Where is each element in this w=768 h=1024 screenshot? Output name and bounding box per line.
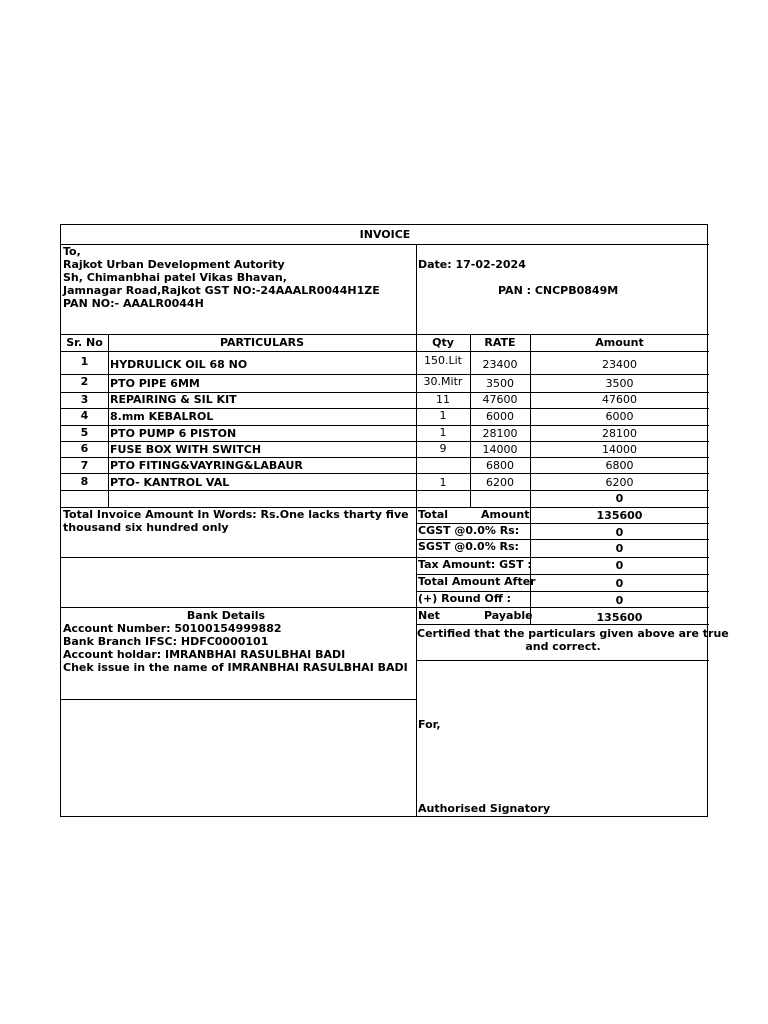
net-label: Net bbox=[418, 609, 440, 622]
cgst-value: 0 bbox=[615, 526, 624, 539]
bank-ifsc: Bank Branch IFSC: HDFC0000101 bbox=[63, 635, 269, 648]
rule-main-split bbox=[416, 244, 417, 817]
item-sr: 5 bbox=[80, 426, 89, 439]
rule-bank-bottom bbox=[61, 699, 417, 700]
item-sr: 3 bbox=[80, 393, 89, 406]
rule-row6 bbox=[61, 457, 709, 458]
rule-row7 bbox=[61, 473, 709, 474]
item-rate: 6800 bbox=[486, 459, 514, 472]
item-rate: 14000 bbox=[482, 443, 518, 456]
rule-row5 bbox=[61, 441, 709, 442]
item-qty: 9 bbox=[439, 442, 447, 455]
rule-row1 bbox=[61, 374, 709, 375]
bank-cheque-name: Chek issue in the name of IMRANBHAI RASULBHAI BADI bbox=[63, 661, 408, 674]
item-particulars: PTO PIPE 6MM bbox=[110, 377, 200, 390]
item-qty: 1 bbox=[439, 426, 447, 439]
col-header-qty: Qty bbox=[432, 336, 454, 349]
total-after-label: Total Amount After bbox=[418, 575, 536, 588]
rule-row4 bbox=[61, 425, 709, 426]
item-particulars: PTO- KANTROL VAL bbox=[110, 476, 230, 489]
round-off-value: 0 bbox=[615, 594, 624, 607]
item-amount: 28100 bbox=[602, 427, 637, 440]
bank-details-title: Bank Details bbox=[186, 609, 266, 622]
item-amount: 6200 bbox=[605, 476, 634, 489]
rule-row3 bbox=[61, 408, 709, 409]
invoice-date: Date: 17-02-2024 bbox=[418, 258, 526, 271]
item-sr: 7 bbox=[80, 459, 89, 472]
col-header-rate: RATE bbox=[484, 336, 516, 349]
blank-row-amount: 0 bbox=[615, 492, 624, 505]
bank-account-holder: Account holdar: IMRANBHAI RASULBHAI BADI bbox=[63, 648, 346, 661]
col-header-particulars: PARTICULARS bbox=[219, 336, 305, 349]
sgst-value: 0 bbox=[615, 542, 624, 555]
col-header-sr: Sr. No bbox=[66, 336, 103, 349]
item-qty: 1 bbox=[439, 409, 447, 422]
item-amount: 14000 bbox=[602, 443, 637, 456]
rule-net bbox=[416, 624, 709, 625]
item-qty: 1 bbox=[439, 476, 447, 489]
sgst-label: SGST @0.0% Rs: bbox=[418, 540, 519, 553]
item-sr: 8 bbox=[80, 475, 89, 488]
total-after-value: 0 bbox=[615, 577, 624, 590]
rule-title bbox=[61, 244, 709, 245]
item-particulars: HYDRULICK OIL 68 NO bbox=[110, 358, 248, 371]
cgst-label: CGST @0.0% Rs: bbox=[418, 524, 520, 537]
item-particulars: PTO FITING&VAYRING&LABAUR bbox=[110, 459, 303, 472]
item-rate: 47600 bbox=[482, 393, 518, 406]
rule-columns bbox=[61, 351, 709, 352]
item-amount: 23400 bbox=[602, 358, 637, 371]
total-label: Total bbox=[418, 508, 449, 521]
customer-address-1: Sh, Chimanbhai patel Vikas Bhavan, bbox=[63, 271, 287, 284]
item-rate: 28100 bbox=[482, 427, 518, 440]
rule-certified bbox=[416, 660, 709, 661]
customer-address-2: Jamnagar Road,Rajkot GST NO:-24AAALR0044H1ZE bbox=[63, 284, 380, 297]
item-sr: 1 bbox=[80, 355, 89, 368]
rule-header-bottom bbox=[61, 334, 709, 335]
certified-line2: and correct. bbox=[525, 640, 601, 653]
item-particulars: 8.mm KEBALROL bbox=[110, 410, 214, 423]
net-label-payable: Payable bbox=[484, 609, 533, 622]
tax-amount-value: 0 bbox=[615, 559, 624, 572]
vendor-pan: PAN : CNCPB0849M bbox=[498, 284, 619, 297]
item-amount: 47600 bbox=[602, 393, 637, 406]
rule-sgst bbox=[61, 557, 709, 558]
customer-name: Rajkot Urban Development Autority bbox=[63, 258, 285, 271]
invoice-sheet bbox=[60, 224, 729, 817]
round-off-label: (+) Round Off : bbox=[418, 592, 511, 605]
total-label-amount: Amount bbox=[481, 508, 530, 521]
item-qty: 30.Mitr bbox=[423, 375, 463, 388]
item-qty: 150.Lit bbox=[424, 354, 462, 367]
item-qty: 11 bbox=[436, 393, 450, 406]
item-sr: 2 bbox=[80, 375, 89, 388]
item-amount: 6000 bbox=[605, 410, 634, 423]
item-rate: 6200 bbox=[486, 476, 514, 489]
item-sr: 6 bbox=[80, 442, 89, 455]
total-value: 135600 bbox=[596, 509, 643, 522]
customer-pan: PAN NO:- AAALR0044H bbox=[63, 297, 204, 310]
certified-line1: Certified that the particulars given above are true bbox=[417, 627, 729, 640]
col-header-amount: Amount bbox=[595, 336, 644, 349]
net-payable-value: 135600 bbox=[596, 611, 643, 624]
item-amount: 3500 bbox=[605, 377, 634, 390]
authorised-signatory: Authorised Signatory bbox=[418, 802, 551, 815]
item-rate: 6000 bbox=[486, 410, 514, 423]
bank-account-number: Account Number: 50100154999882 bbox=[63, 622, 282, 635]
rule-row8 bbox=[61, 490, 709, 491]
item-rate: 3500 bbox=[486, 377, 514, 390]
item-sr: 4 bbox=[80, 409, 89, 422]
item-particulars: REPAIRING & SIL KIT bbox=[110, 393, 237, 406]
item-rate: 23400 bbox=[482, 358, 518, 371]
tax-amount-label: Tax Amount: GST : bbox=[418, 558, 532, 571]
to-label: To, bbox=[63, 245, 81, 258]
rule-round bbox=[61, 607, 709, 608]
for-label: For, bbox=[418, 718, 441, 731]
item-amount: 6800 bbox=[605, 459, 634, 472]
invoice-title: INVOICE bbox=[359, 228, 411, 241]
amount-in-words-line1: Total Invoice Amount In Words: Rs.One lacks tharty five bbox=[63, 508, 409, 521]
rule-sr bbox=[108, 334, 109, 507]
amount-in-words-line2: thousand six hundred only bbox=[63, 521, 229, 534]
item-particulars: FUSE BOX WITH SWITCH bbox=[110, 443, 262, 456]
item-particulars: PTO PUMP 6 PISTON bbox=[110, 427, 237, 440]
